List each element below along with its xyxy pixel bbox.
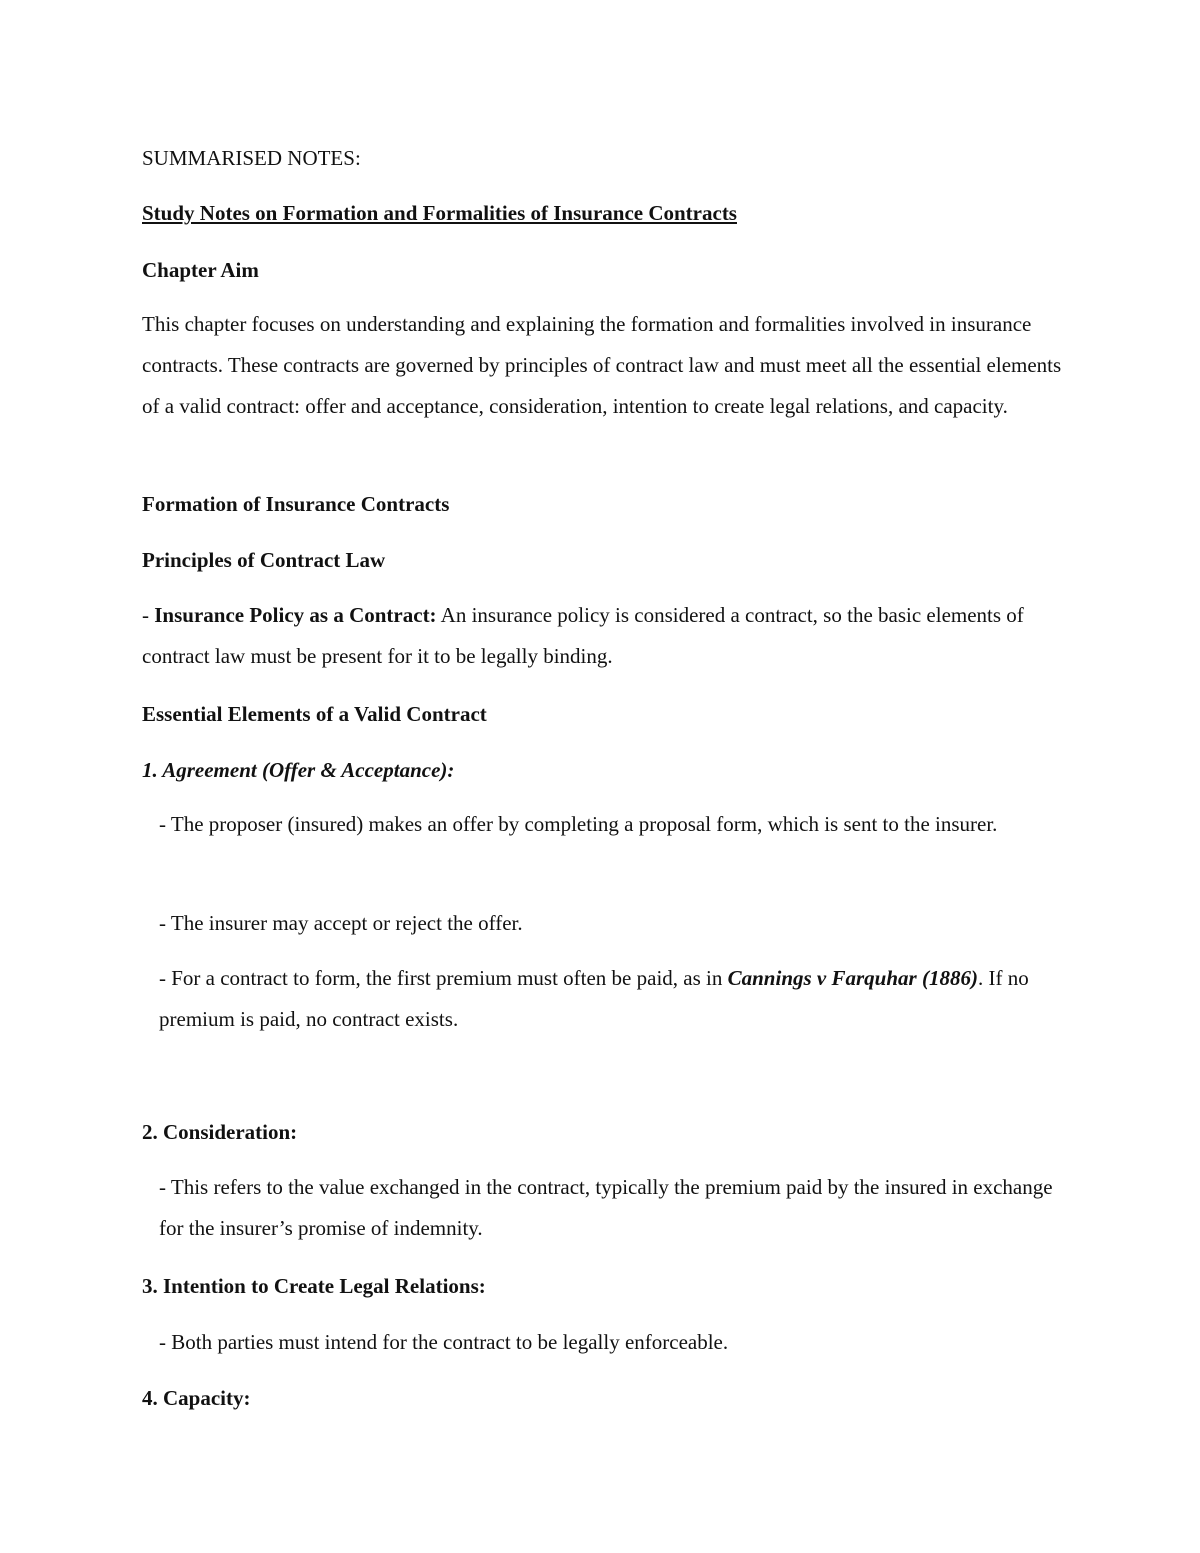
- consideration-bullet-1: - This refers to the value exchanged in the contract, typically the premium paid by the insured in exchange for the insurer’s promise of indemnity.: [159, 1175, 1053, 1240]
- policy-item-text: An insurance policy is considered a contract, so the basic elements of contract law must be present for it to be legally binding.: [142, 603, 1024, 668]
- chapter-aim-heading: Chapter Aim: [142, 258, 259, 282]
- policy-item-prefix: -: [142, 603, 155, 627]
- intention-heading: 3. Intention to Create Legal Relations:: [142, 1274, 486, 1298]
- agreement-bullet-2: - The insurer may accept or reject the offer.: [159, 911, 523, 935]
- agreement-bullet-3: [142, 958, 1072, 1040]
- capacity-heading: 4. Capacity:: [142, 1386, 251, 1410]
- policy-item: [142, 595, 1072, 677]
- case-citation: Cannings v Farquhar (1886): [727, 966, 978, 990]
- consideration-heading: 2. Consideration:: [142, 1120, 298, 1144]
- agreement-heading: 1. Agreement (Offer & Acceptance):: [142, 758, 455, 782]
- agreement-bullet-1: - The proposer (insured) makes an offer by completing a proposal form, which is sent to the insurer.: [159, 812, 998, 836]
- agreement-bullet-3-after: . If no premium is paid, no contract exists.: [159, 966, 1029, 1031]
- summary-heading: SUMMARISED NOTES:: [142, 146, 361, 170]
- formation-heading: Formation of Insurance Contracts: [142, 492, 450, 516]
- policy-item-label: Insurance Policy as a Contract:: [154, 603, 437, 627]
- chapter-aim-paragraph: This chapter focuses on understanding and explaining the formation and formalities involved in insurance contracts. These contracts are governed by principles of contract law and must meet all the essential elements of a valid contract: offer and acceptance, consideration, intention to create legal relations, and capacity.: [142, 312, 1062, 418]
- agreement-bullet-3-before: - For a contract to form, the first premium must often be paid, as in: [159, 966, 728, 990]
- document-title: Study Notes on Formation and Formalities of Insurance Contracts: [142, 201, 737, 225]
- principles-heading: Principles of Contract Law: [142, 548, 386, 572]
- essential-elements-heading: Essential Elements of a Valid Contract: [142, 702, 487, 726]
- intention-bullet-1: - Both parties must intend for the contract to be legally enforceable.: [159, 1330, 729, 1354]
